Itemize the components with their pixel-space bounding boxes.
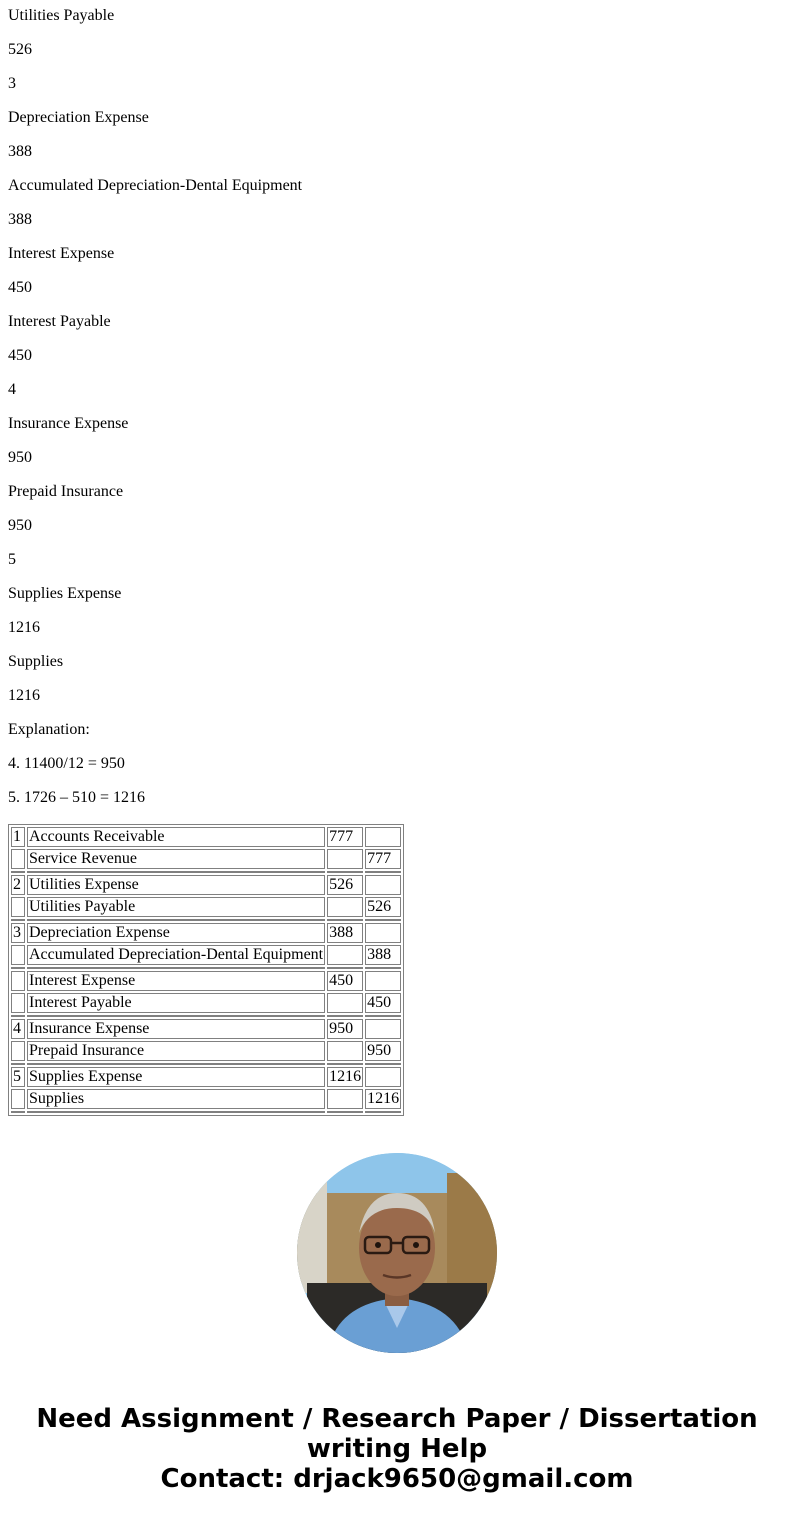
account-name: Service Revenue — [27, 849, 325, 869]
account-name: Accumulated Depreciation-Dental Equipment — [29, 946, 324, 963]
table-row — [11, 923, 401, 943]
contact-email-line: Contact: drjack9650@gmail.com — [160, 1464, 634, 1494]
account-name: Utilities Payable — [27, 897, 325, 917]
table-row — [11, 1067, 401, 1087]
table-row — [11, 897, 401, 917]
debit-amount — [327, 897, 363, 917]
account-name: Insurance Expense — [27, 1019, 325, 1039]
author-avatar — [297, 1153, 497, 1353]
text-line: Interest Expense — [8, 245, 115, 262]
row-separator — [11, 967, 401, 969]
credit-amount: 1216 — [367, 1090, 400, 1107]
credit-amount: 526 — [365, 897, 401, 917]
table-row — [11, 1041, 401, 1061]
credit-amount — [365, 971, 401, 991]
text-line: 450 — [8, 279, 32, 296]
debit-amount: 526 — [327, 875, 363, 895]
account-name: Supplies — [27, 1089, 325, 1109]
text-line: Insurance Expense — [8, 415, 129, 432]
table-row — [11, 875, 401, 895]
text-line: 4 — [8, 381, 16, 398]
debit-amount — [327, 1041, 363, 1061]
text-line: Depreciation Expense — [8, 109, 149, 126]
promo-line: Need Assignment / Research Paper / Dissertation — [36, 1404, 758, 1434]
table-row — [11, 827, 401, 847]
text-line: 3 — [8, 75, 16, 92]
text-line: 950 — [8, 449, 32, 466]
table-row — [11, 945, 401, 965]
explanation-line: 4. 11400/12 = 950 — [8, 755, 125, 772]
account-name: Prepaid Insurance — [27, 1041, 325, 1061]
text-line: Utilities Payable — [8, 7, 115, 24]
text-line: 450 — [8, 347, 32, 364]
credit-amount: 777 — [365, 849, 401, 869]
credit-amount: 950 — [365, 1041, 401, 1061]
text-line: 1216 — [8, 687, 40, 704]
account-name: Supplies Expense — [27, 1067, 325, 1087]
entry-number — [11, 945, 25, 965]
entry-number: 1 — [11, 827, 25, 847]
credit-amount: 450 — [365, 993, 401, 1013]
entry-number: 2 — [11, 875, 25, 895]
debit-amount — [327, 1089, 363, 1109]
entry-number: 4 — [11, 1019, 25, 1039]
text-line: 950 — [8, 517, 32, 534]
credit-amount — [365, 875, 401, 895]
row-separator — [11, 871, 401, 873]
credit-amount — [365, 923, 401, 943]
text-line: Prepaid Insurance — [8, 483, 124, 500]
explanation-line: 5. 1726 – 510 = 1216 — [8, 789, 146, 806]
debit-amount — [327, 945, 363, 965]
answer-lines — [8, 0, 786, 816]
promo-line: writing Help — [306, 1434, 488, 1464]
entry-number — [11, 1089, 25, 1109]
debit-amount: 777 — [327, 827, 363, 847]
text-line: 1216 — [8, 619, 40, 636]
entry-number — [11, 849, 25, 869]
text-line: 388 — [8, 143, 32, 160]
credit-amount — [365, 1067, 401, 1087]
table-row — [11, 1089, 401, 1109]
journal-entries-table — [8, 824, 404, 1116]
account-name: Utilities Expense — [27, 875, 325, 895]
entry-number — [11, 971, 25, 991]
account-name: Interest Expense — [27, 971, 325, 991]
debit-amount — [327, 993, 363, 1013]
debit-amount: 450 — [327, 971, 363, 991]
debit-amount: 1216 — [329, 1068, 362, 1085]
text-line: Accumulated Depreciation-Dental Equipment — [8, 177, 303, 194]
entry-number — [11, 1041, 25, 1061]
text-line: Supplies Expense — [8, 585, 122, 602]
table-row — [11, 993, 401, 1013]
entry-number: 5 — [11, 1067, 25, 1087]
text-line: 5 — [8, 551, 16, 568]
entry-number — [11, 897, 25, 917]
credit-amount — [365, 1019, 401, 1039]
text-line: Interest Payable — [8, 313, 111, 330]
account-name: Interest Payable — [27, 993, 325, 1013]
account-name: Depreciation Expense — [27, 923, 325, 943]
debit-amount: 950 — [327, 1019, 363, 1039]
table-row — [11, 1019, 401, 1039]
row-separator — [11, 1015, 401, 1017]
text-line: 388 — [8, 211, 32, 228]
credit-amount: 388 — [365, 945, 401, 965]
explanation-heading: Explanation: — [8, 721, 90, 738]
debit-amount: 388 — [327, 923, 363, 943]
text-line: 526 — [8, 41, 32, 58]
author-photo-image — [297, 1153, 497, 1353]
row-separator — [11, 1111, 401, 1113]
credit-amount — [365, 827, 401, 847]
entry-number: 3 — [11, 923, 25, 943]
debit-amount — [327, 849, 363, 869]
row-separator — [11, 919, 401, 921]
promo-footer — [0, 1404, 794, 1494]
entry-number — [11, 993, 25, 1013]
row-separator — [11, 1063, 401, 1065]
text-line: Supplies — [8, 653, 64, 670]
table-row — [11, 849, 401, 869]
table-row — [11, 971, 401, 991]
account-name: Accounts Receivable — [27, 827, 325, 847]
